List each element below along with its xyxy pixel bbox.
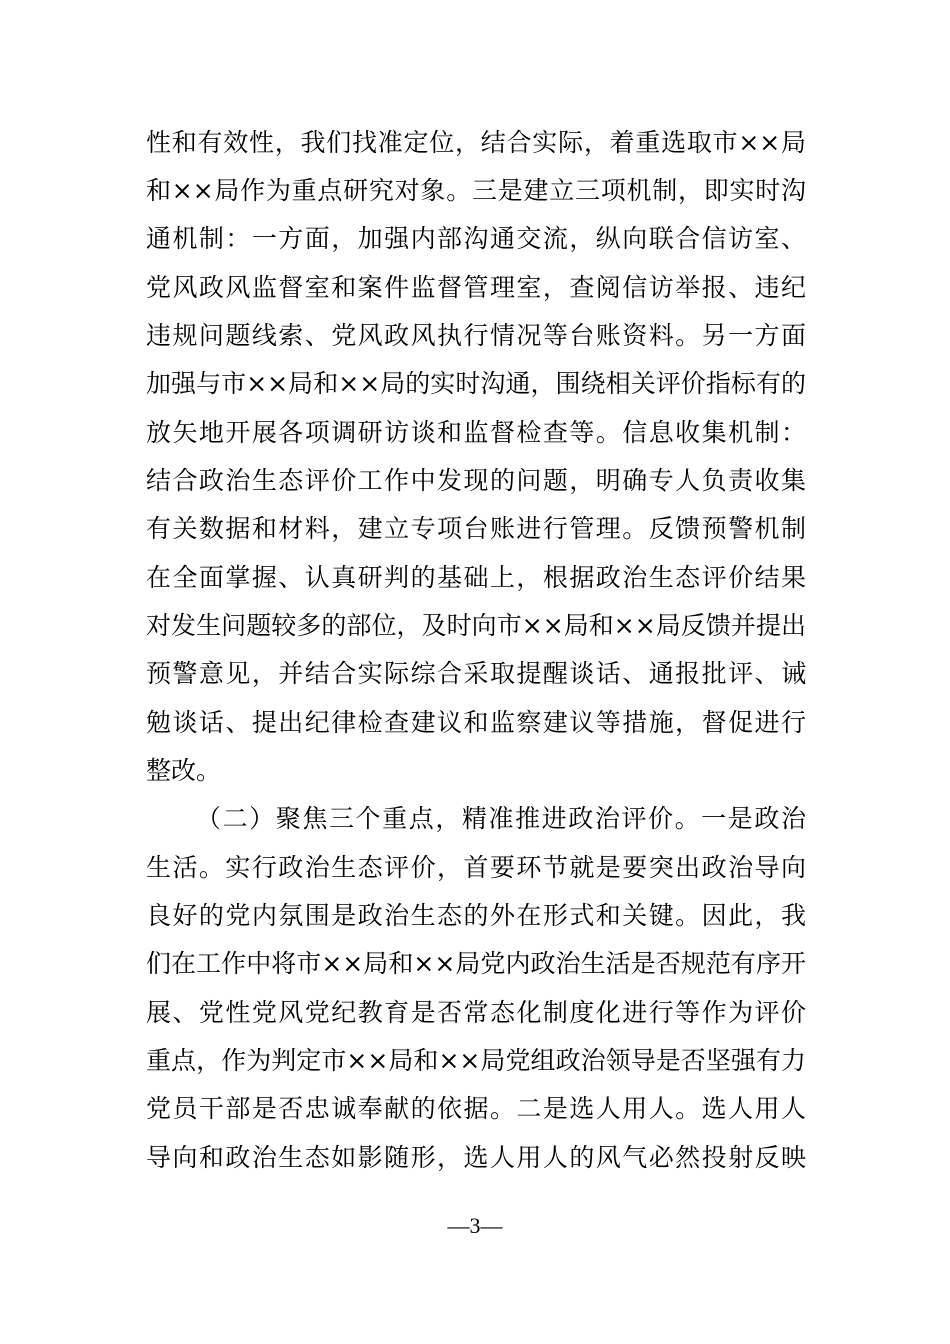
- text-line: 在全面掌握、认真研判的基础上，根据政治生态评价结果: [146, 563, 806, 592]
- text-line: 勉谈话、提出纪律检查建议和监察建议等措施，督促进行: [146, 708, 806, 737]
- text-line: 性和有效性，我们找准定位，结合实际，着重选取市××局: [146, 128, 806, 157]
- text-line: 通机制：一方面，加强内部沟通交流，纵向联合信访室、: [146, 224, 806, 253]
- text-line: 违规问题线索、党风政风执行情况等台账资料。另一方面: [146, 321, 806, 350]
- text-line: 放矢地开展各项调研访谈和监督检查等。信息收集机制：: [146, 418, 806, 447]
- text-line: 和××局作为重点研究对象。三是建立三项机制，即实时沟: [146, 176, 806, 205]
- text-line: 整改。: [146, 756, 222, 785]
- text-line: 有关数据和材料，建立专项台账进行管理。反馈预警机制: [146, 514, 806, 543]
- text-line: 生活。实行政治生态评价，首要环节就是要突出政治导向: [146, 853, 806, 882]
- text-line: 导向和政治生态如影随形，选人用人的风气必然投射反映: [146, 1143, 806, 1172]
- text-line: 重点，作为判定市××局和××局党组政治领导是否坚强有力: [146, 1046, 806, 1075]
- text-line: 加强与市××局和××局的实时沟通，围绕相关评价指标有的: [146, 369, 806, 398]
- text-line: 们在工作中将市××局和××局党内政治生活是否规范有序开: [146, 949, 806, 978]
- page-number: —3—: [447, 1213, 503, 1238]
- text-line: 良好的党内氛围是政治生态的外在形式和关键。因此，我: [146, 901, 806, 930]
- text-line: 党员干部是否忠诚奉献的依据。二是选人用人。选人用人: [146, 1094, 806, 1123]
- text-line: 对发生问题较多的部位，及时向市××局和××局反馈并提出: [146, 611, 806, 640]
- text-line: 预警意见，并结合实际综合采取提醒谈话、通报批评、诫: [146, 659, 806, 688]
- text-line: 结合政治生态评价工作中发现的问题，明确专人负责收集: [146, 466, 806, 495]
- section-heading-line: （二）聚焦三个重点，精准推进政治评价。一是政治: [196, 804, 806, 833]
- text-line: 党风政风监督室和案件监督管理室，查阅信访举报、违纪: [146, 273, 806, 302]
- text-line: 展、党性党风党纪教育是否常态化制度化进行等作为评价: [146, 998, 806, 1027]
